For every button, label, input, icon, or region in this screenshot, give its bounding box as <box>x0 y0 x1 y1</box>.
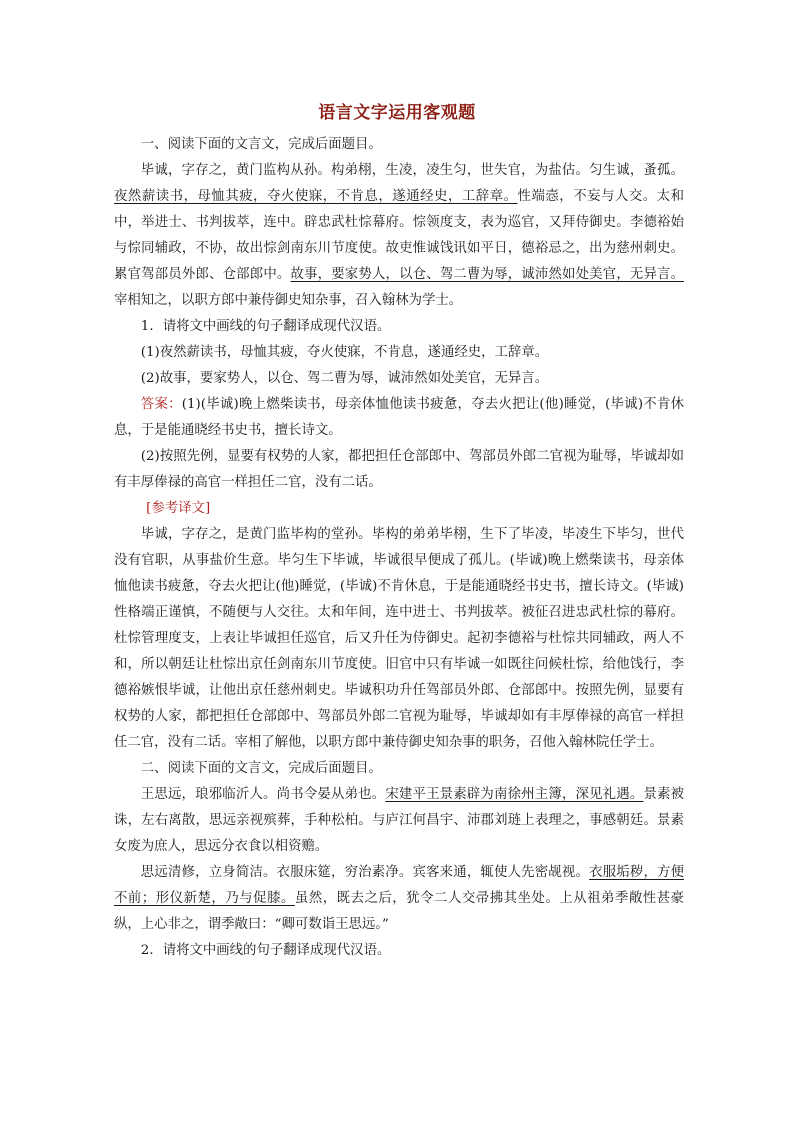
answer-1 <box>114 392 684 444</box>
passage-text: 景素被诛，左右离散，思远亲视殡葬，手种松柏。与庐江何昌宇、沛郡刘琏上表理之，事感朝廷。景素女废为庶人，思远分衣食以相资赡。 <box>114 787 685 854</box>
passage-text: 思远清修，立身简洁。衣服床筵，穷治素净。宾客来通，辄使人先密觇视。 <box>140 865 590 880</box>
question-1: 1．请将文中画线的句子翻译成现代汉语。 <box>140 319 391 334</box>
reference-translation-label: [参考译文] <box>146 501 211 516</box>
passage-text: 王思远，琅邪临沂人。尚书令晏从弟也。 <box>140 787 386 802</box>
answer-1-text: (1)(毕诚)晚上燃柴读书，母亲体恤他读书疲惫，夺去火把让(他)睡觉，(毕诚)不肯休息，于是能通晓经书史书，擅长诗文。 <box>114 397 685 438</box>
question-1-part-1: (1)夜然薪读书，母恤其疲，夺火使寐，不肯息，遂通经史，工辞章。 <box>140 345 549 360</box>
answer-2: (2)按照先例，显要有权势的人家，都把担任仓部郎中、驾部员外郎二官视为耻辱，毕诚却如有丰厚俸禄的高官一样担任二官，没有二话。 <box>114 449 684 490</box>
passage-2-paragraph-2 <box>114 860 684 938</box>
answer-label: 答案： <box>140 397 182 412</box>
passage-text: 性端悫，不妄与人交。太和中，举进士、书判拔萃，连中。辟忠武杜悰幕府。悰领度支，表为巡官，又拜侍御史。李德裕始与悰同辅政，不协，故出悰剑南东川节度使。故吏惟诚饯讯如平日，德裕忌之，出为慈州刺史。累官驾部员外郎、仓部郎中。 <box>114 189 685 282</box>
passage-1-paragraph <box>114 158 684 314</box>
document-body <box>114 132 684 964</box>
passage-text: 毕诚，字存之，黄门监构从孙。构弟栩，生凌，凌生匀，世失官，为盐估。匀生诚，蚤孤。 <box>140 163 684 178</box>
underlined-sentence-1: 夜然薪读书，母恤其疲，夺火使寐，不肯息，遂通经史，工辞章。 <box>114 189 518 204</box>
passage-text: 虽然，既去之后，犹令二人交帚拂其坐处。上从祖弟季敞性甚豪纵，上心非之，谓季敞曰：“卿可数诣王思远。” <box>114 891 685 932</box>
section-2-heading: 二、阅读下面的文言文，完成后面题目。 <box>140 761 382 776</box>
underlined-sentence-4: 衣服垢秽，方便不前；形仪新楚，乃与促膝。 <box>114 865 685 906</box>
passage-text: 宰相知之，以职方郎中兼侍御史知杂事，召入翰林为学士。 <box>114 293 463 308</box>
passage-2-paragraph-1 <box>114 782 684 860</box>
question-1-part-2: (2)故事，要家势人，以仓、驾二曹为辱，诚沛然如处美官，无异言。 <box>140 371 549 386</box>
reference-translation: 毕诚，字存之，是黄门监毕构的堂孙。毕构的弟弟毕栩，生下了毕凌，毕凌生下毕匀，世代没有官职，从事盐价生意。毕匀生下毕诚，毕诚很早便成了孤儿。(毕诚)晚上燃柴读书，母亲体恤他读书疲惫，夺去火把让(他)睡觉，(毕诚)不肯休息，于是能通晓经书史书，擅长诗文。(毕诚)性格端正谨慎，不随便与人交往。太和年间，连中进士、书判拔萃。被征召进忠武杜悰的幕府。杜悰管理度支，上表让毕诚担任巡官，后又升任为侍御史。起初李德裕与杜悰共同辅政，两人不和，所以朝廷让杜悰出京任剑南东川节度使。旧官中只有毕诚一如既往问候杜悰，给他饯行，李德裕嫉恨毕诚，让他出京任慈州刺史。毕诚积功升任驾部员外郎、仓部郎中。按照先例，显要有权势的人家，都把担任仓部郎中、驾部员外郎二官视为耻辱，毕诚却如有丰厚俸禄的高官一样担任二官，没有二话。宰相了解他，以职方郎中兼侍御史知杂事的职务，召他入翰林院任学士。 <box>114 527 684 750</box>
underlined-sentence-2: 故事，要家势人，以仓、驾二曹为辱，诚沛然如处美官，无异言。 <box>290 267 685 282</box>
section-1-heading: 一、阅读下面的文言文，完成后面题目。 <box>140 137 382 152</box>
page-title: 语言文字运用客观题 <box>318 103 476 123</box>
underlined-sentence-3: 宋建平王景素辟为南徐州主簿，深见礼遇。 <box>385 787 644 802</box>
question-2: 2．请将文中画线的句子翻译成现代汉语。 <box>140 943 391 958</box>
